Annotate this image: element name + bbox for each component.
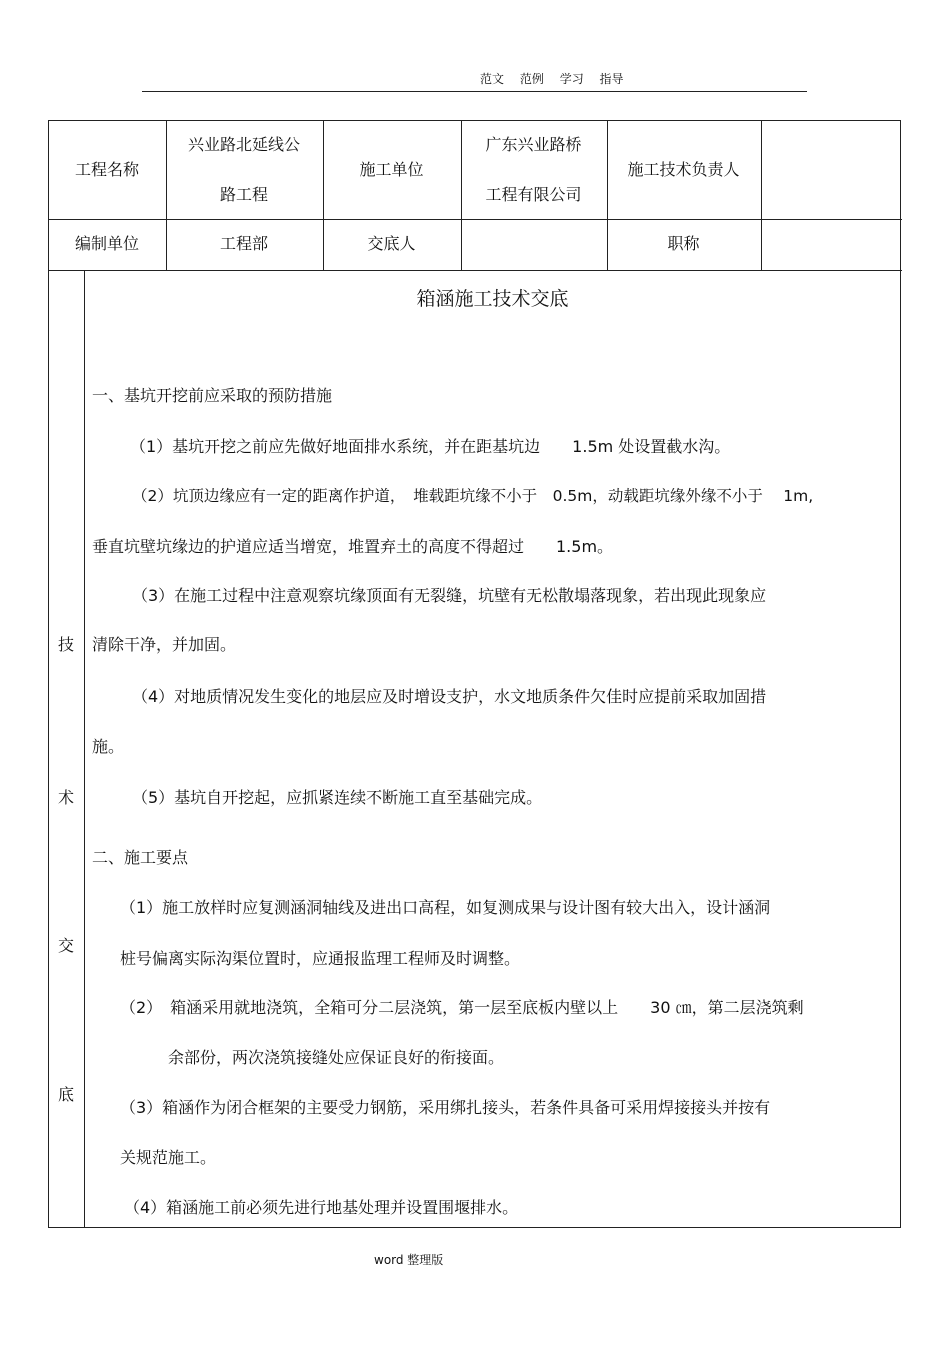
unit-line: 广东兴业路桥 (485, 134, 582, 154)
document-title: 箱涵施工技术交底 (416, 288, 569, 310)
paragraph-line: （5）基坑自开挖起，应抓紧连续不断施工直至基础完成。 (132, 788, 543, 807)
side-label-char: 技 (57, 635, 74, 654)
editor-value: 工程部 (219, 234, 268, 253)
project-name-value (166, 121, 322, 218)
job-title-label: 职称 (667, 234, 700, 253)
section-heading: 二、施工要点 (92, 848, 189, 867)
briefer-label: 交底人 (367, 234, 416, 253)
page-header (480, 70, 636, 87)
construction-unit-value (461, 121, 606, 218)
construction-unit-label: 施工单位 (359, 159, 424, 179)
unit-line: 工程有限公司 (485, 184, 582, 204)
header-item: 指导 (599, 72, 624, 86)
paragraph-line: （1）施工放样时应复测涵洞轴线及进出口高程，如复测成果与设计图有较大出入，设计涵洞 (120, 898, 771, 917)
project-name-line: 路工程 (219, 184, 268, 204)
paragraph-line: （4）箱涵施工前必须先进行地基处理并设置围堰排水。 (124, 1198, 519, 1217)
tech-lead-value (761, 121, 900, 218)
paragraph-line: （3）在施工过程中注意观察坑缘顶面有无裂缝，坑壁有无松散塌落现象，若出现此现象应 (132, 586, 767, 605)
header-divider (142, 91, 807, 92)
paragraph-line: 清除干净，并加固。 (92, 635, 237, 654)
side-label-char: 交 (57, 936, 74, 955)
section-heading: 一、基坑开挖前应采取的预防措施 (92, 386, 333, 405)
paragraph-line: 垂直坑壁坑缘边的护道应适当增宽，堆置弃土的高度不得超过 1.5m。 (92, 537, 614, 556)
project-name-label: 工程名称 (74, 159, 139, 179)
paragraph-line: 桩号偏离实际沟渠位置时，应通报监理工程师及时调整。 (120, 949, 521, 968)
side-label-char: 术 (57, 788, 74, 807)
tech-lead-label: 施工技术负责人 (627, 159, 740, 179)
paragraph-line: 施。 (92, 737, 125, 756)
project-name-line: 兴业路北延线公 (187, 134, 300, 154)
paragraph-line: （2） 箱涵采用就地浇筑，全箱可分二层浇筑，第一层至底板内壁以上 30 ㎝，第二层浇筑剩 (120, 998, 804, 1017)
paragraph-line: 余部份，两次浇筑接缝处应保证良好的衔接面。 (168, 1048, 505, 1067)
paragraph-line: （3）箱涵作为闭合框架的主要受力钢筋，采用绑扎接头，若条件具备可采用焊接接头并按有 (120, 1098, 771, 1117)
header-item: 学习 (559, 72, 584, 86)
header-item: 范例 (519, 72, 544, 86)
paragraph-line: （4）对地质情况发生变化的地层应及时增设支护，水文地质条件欠佳时应提前采取加固措 (132, 687, 767, 706)
paragraph-line: 关规范施工。 (120, 1148, 217, 1167)
paragraph-line: （1）基坑开挖之前应先做好地面排水系统，并在距基坑边 1.5m 处设置截水沟。 (130, 437, 731, 456)
briefer-value (461, 219, 606, 269)
header-item: 范文 (480, 72, 505, 86)
editor-label: 编制单位 (74, 234, 139, 253)
page-footer: word 整理版 (374, 1253, 444, 1267)
row-divider (49, 270, 902, 271)
col-divider (84, 270, 85, 1227)
job-title-value (761, 219, 900, 269)
paragraph-line: （2）坑顶边缘应有一定的距离作护道， 堆载距坑缘不小于 0.5m，动载距坑缘外缘不小于 1m, (132, 487, 814, 505)
side-label-char: 底 (57, 1085, 74, 1104)
